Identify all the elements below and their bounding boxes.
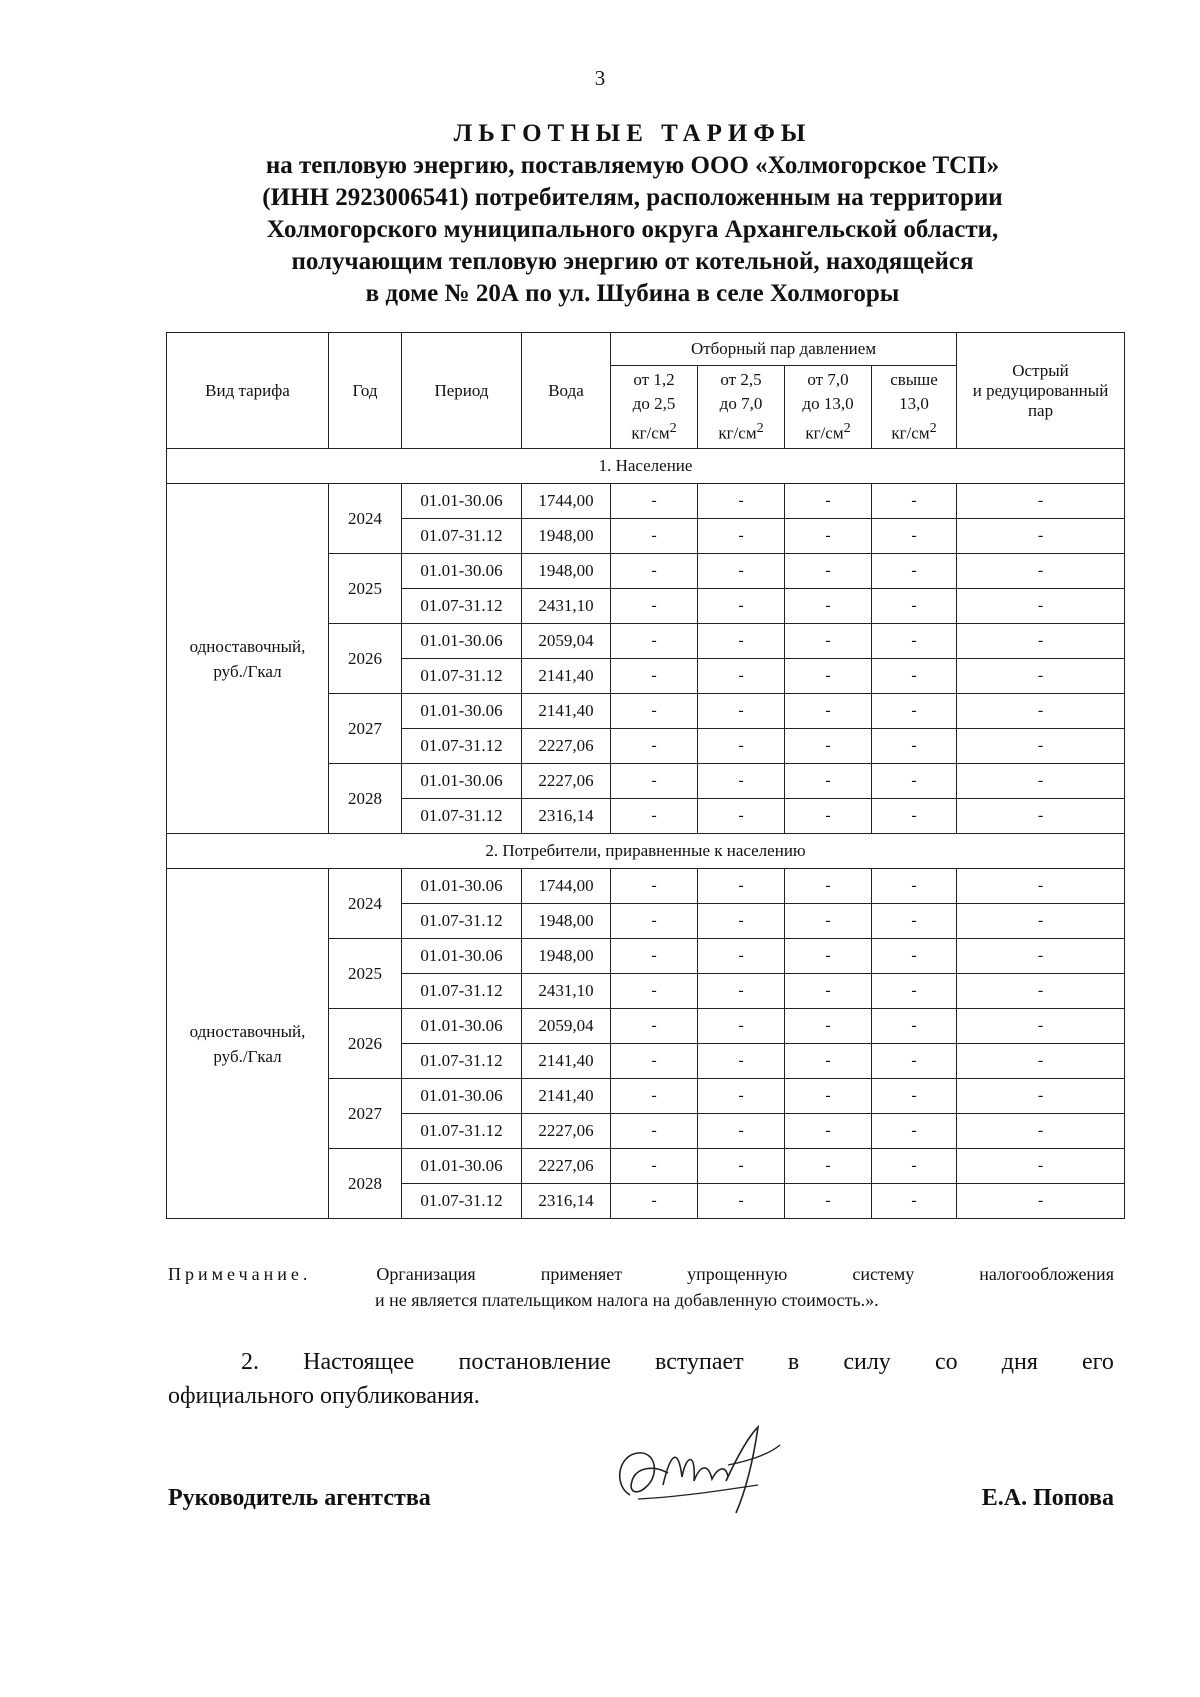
steam-value-cell: -: [957, 1079, 1125, 1114]
steam-value-cell: -: [872, 554, 957, 589]
steam-value-cell: -: [872, 624, 957, 659]
note-line: и не является плательщиком налога на добавленную стоимость.».: [375, 1290, 879, 1310]
table-row: [167, 869, 1125, 904]
steam-value-cell: -: [872, 939, 957, 974]
steam-value-cell: -: [698, 974, 785, 1009]
header-steam-line: свыше: [890, 370, 938, 390]
resolution-word: 2.: [241, 1349, 259, 1375]
year-cell: 2027: [329, 694, 402, 764]
header-steam-line: 13,0: [899, 394, 929, 414]
period-cell: 01.07-31.12: [402, 1114, 522, 1149]
steam-value-cell: -: [611, 484, 698, 519]
tariff-type-line: руб./Гкал: [213, 661, 282, 681]
unit-sup: 2: [669, 420, 677, 437]
steam-value-cell: -: [785, 659, 872, 694]
header-year: Год: [329, 333, 402, 449]
resolution-word: Настоящее: [303, 1349, 415, 1375]
steam-value-cell: -: [957, 974, 1125, 1009]
steam-value-cell: -: [957, 1009, 1125, 1044]
steam-value-cell: -: [611, 694, 698, 729]
steam-value-cell: -: [698, 799, 785, 834]
steam-value-cell: -: [698, 1044, 785, 1079]
header-steam-line: до 2,5: [632, 394, 676, 414]
steam-value-cell: -: [872, 589, 957, 624]
steam-value-cell: -: [957, 869, 1125, 904]
steam-value-cell: -: [957, 904, 1125, 939]
steam-value-cell: -: [785, 1114, 872, 1149]
header-steam-2: [698, 366, 785, 449]
water-value-cell: 2059,04: [522, 624, 611, 659]
steam-value-cell: -: [872, 519, 957, 554]
period-cell: 01.01-30.06: [402, 1009, 522, 1044]
steam-value-cell: -: [611, 1079, 698, 1114]
water-value-cell: 1744,00: [522, 869, 611, 904]
period-cell: 01.07-31.12: [402, 799, 522, 834]
header-tariff-type: Вид тарифа: [167, 333, 329, 449]
steam-value-cell: -: [698, 519, 785, 554]
year-cell: 2024: [329, 484, 402, 554]
steam-value-cell: -: [957, 939, 1125, 974]
steam-value-cell: -: [785, 799, 872, 834]
header-water: Вода: [522, 333, 611, 449]
section-title: 1. Население: [167, 449, 1125, 484]
steam-value-cell: -: [698, 1114, 785, 1149]
steam-value-cell: -: [785, 764, 872, 799]
steam-value-cell: -: [698, 1184, 785, 1219]
steam-value-cell: -: [872, 1114, 957, 1149]
period-cell: 01.01-30.06: [402, 939, 522, 974]
note-word: упрощенную: [687, 1264, 788, 1284]
steam-value-cell: -: [611, 624, 698, 659]
steam-value-cell: -: [872, 799, 957, 834]
steam-value-cell: -: [698, 939, 785, 974]
steam-value-cell: -: [698, 904, 785, 939]
water-value-cell: 2141,40: [522, 694, 611, 729]
water-value-cell: 1948,00: [522, 904, 611, 939]
year-cell: 2026: [329, 624, 402, 694]
steam-value-cell: -: [957, 729, 1125, 764]
steam-value-cell: -: [785, 694, 872, 729]
resolution-word: в: [787, 1349, 800, 1375]
header-sharp-steam-line: и редуцированный: [972, 380, 1109, 400]
steam-value-cell: -: [611, 904, 698, 939]
header-steam-unit: [698, 416, 784, 446]
period-cell: 01.07-31.12: [402, 729, 522, 764]
water-value-cell: 2141,40: [522, 659, 611, 694]
steam-value-cell: -: [785, 939, 872, 974]
resolution-word: со: [934, 1349, 958, 1375]
water-value-cell: 1948,00: [522, 554, 611, 589]
header-steam-unit: [785, 416, 871, 446]
steam-value-cell: -: [957, 694, 1125, 729]
period-cell: 01.01-30.06: [402, 554, 522, 589]
water-value-cell: 2059,04: [522, 1009, 611, 1044]
steam-value-cell: -: [872, 974, 957, 1009]
header-sharp-steam-line: пар: [1027, 400, 1054, 420]
header-steam-3: [785, 366, 872, 449]
steam-value-cell: -: [698, 589, 785, 624]
handwritten-signature: [608, 1415, 788, 1525]
section-title: 2. Потребители, приравненные к населению: [167, 834, 1125, 869]
steam-value-cell: -: [872, 1044, 957, 1079]
period-cell: 01.01-30.06: [402, 624, 522, 659]
water-value-cell: 1948,00: [522, 519, 611, 554]
steam-value-cell: -: [872, 1009, 957, 1044]
period-cell: 01.07-31.12: [402, 1184, 522, 1219]
steam-value-cell: -: [785, 1149, 872, 1184]
steam-value-cell: -: [698, 554, 785, 589]
steam-value-cell: -: [785, 1079, 872, 1114]
steam-value-cell: -: [611, 1149, 698, 1184]
steam-value-cell: -: [785, 589, 872, 624]
steam-value-cell: -: [611, 659, 698, 694]
note: [168, 1261, 1114, 1313]
steam-value-cell: -: [957, 554, 1125, 589]
steam-value-cell: -: [957, 799, 1125, 834]
note-word: систему: [852, 1264, 915, 1284]
year-cell: 2028: [329, 764, 402, 834]
water-value-cell: 2227,06: [522, 729, 611, 764]
steam-value-cell: -: [785, 484, 872, 519]
steam-value-cell: -: [611, 554, 698, 589]
period-cell: 01.01-30.06: [402, 764, 522, 799]
period-cell: 01.07-31.12: [402, 1044, 522, 1079]
steam-value-cell: -: [872, 764, 957, 799]
header-steam-4: [872, 366, 957, 449]
steam-value-cell: -: [698, 1149, 785, 1184]
steam-value-cell: -: [698, 1079, 785, 1114]
steam-value-cell: -: [611, 974, 698, 1009]
steam-value-cell: -: [785, 1044, 872, 1079]
unit-sup: 2: [756, 420, 764, 437]
year-cell: 2026: [329, 1009, 402, 1079]
year-cell: 2028: [329, 1149, 402, 1219]
resolution-word: силу: [843, 1349, 891, 1375]
year-cell: 2025: [329, 939, 402, 1009]
year-cell: 2027: [329, 1079, 402, 1149]
title-line: (ИНН 2923006541) потребителям, расположенным на территории: [262, 184, 1003, 211]
water-value-cell: 2141,40: [522, 1044, 611, 1079]
steam-value-cell: -: [872, 659, 957, 694]
document-title: [150, 118, 1115, 310]
title-line: получающим тепловую энергию от котельной, находящейся: [291, 248, 974, 275]
steam-value-cell: -: [872, 869, 957, 904]
steam-value-cell: -: [611, 1114, 698, 1149]
header-period: Период: [402, 333, 522, 449]
tariff-type-line: руб./Гкал: [213, 1046, 282, 1066]
unit-text: кг/см: [631, 423, 670, 443]
tariff-type-cell: [167, 484, 329, 834]
year-cell: 2024: [329, 869, 402, 939]
water-value-cell: 2316,14: [522, 1184, 611, 1219]
period-cell: 01.07-31.12: [402, 589, 522, 624]
note-label: Примечание.: [168, 1264, 312, 1284]
steam-value-cell: -: [957, 764, 1125, 799]
water-value-cell: 2431,10: [522, 589, 611, 624]
steam-value-cell: -: [611, 869, 698, 904]
steam-value-cell: -: [611, 1009, 698, 1044]
period-cell: 01.01-30.06: [402, 694, 522, 729]
period-cell: 01.01-30.06: [402, 484, 522, 519]
period-cell: 01.01-30.06: [402, 1149, 522, 1184]
steam-value-cell: -: [957, 1044, 1125, 1079]
steam-value-cell: -: [957, 624, 1125, 659]
header-sharp-steam-line: Острый: [1012, 360, 1069, 380]
water-value-cell: 2431,10: [522, 974, 611, 1009]
steam-value-cell: -: [785, 519, 872, 554]
header-sharp-steam: [957, 333, 1125, 449]
steam-value-cell: -: [785, 624, 872, 659]
water-value-cell: 1948,00: [522, 939, 611, 974]
title-line: на тепловую энергию, поставляемую ООО «Холмогорское ТСП»: [265, 152, 1000, 179]
resolution-paragraph: [168, 1345, 1114, 1413]
steam-value-cell: -: [872, 1149, 957, 1184]
steam-value-cell: -: [785, 1184, 872, 1219]
period-cell: 01.01-30.06: [402, 1079, 522, 1114]
header-steam-unit: [872, 416, 956, 446]
header-steam-line: от 1,2: [633, 370, 675, 390]
steam-value-cell: -: [785, 974, 872, 1009]
header-steam-line: до 13,0: [802, 394, 854, 414]
steam-value-cell: -: [785, 554, 872, 589]
unit-text: кг/см: [891, 423, 930, 443]
period-cell: 01.07-31.12: [402, 659, 522, 694]
water-value-cell: 2227,06: [522, 1149, 611, 1184]
unit-sup: 2: [929, 420, 937, 437]
header-steam-group: Отборный пар давлением: [611, 333, 957, 366]
note-word: Организация: [376, 1264, 476, 1284]
header-steam-line: до 7,0: [719, 394, 763, 414]
steam-value-cell: -: [957, 519, 1125, 554]
table-header: [167, 333, 1125, 449]
water-value-cell: 2316,14: [522, 799, 611, 834]
header-steam-unit: [611, 416, 697, 446]
note-line: [168, 1261, 1114, 1287]
header-steam-1: [611, 366, 698, 449]
unit-text: кг/см: [805, 423, 844, 443]
steam-value-cell: -: [957, 1149, 1125, 1184]
period-cell: 01.01-30.06: [402, 869, 522, 904]
steam-value-cell: -: [957, 589, 1125, 624]
steam-value-cell: -: [698, 659, 785, 694]
steam-value-cell: -: [872, 484, 957, 519]
title-main: ЛЬГОТНЫЕ ТАРИФЫ: [453, 120, 812, 147]
note-word: налогообложения: [979, 1264, 1114, 1284]
steam-value-cell: -: [611, 519, 698, 554]
steam-value-cell: -: [698, 764, 785, 799]
steam-value-cell: -: [957, 659, 1125, 694]
steam-value-cell: -: [872, 1184, 957, 1219]
signatory-role: Руководитель агентства: [168, 1485, 431, 1511]
tariff-type-line: одноставочный,: [189, 1021, 306, 1041]
steam-value-cell: -: [698, 694, 785, 729]
steam-value-cell: -: [957, 1114, 1125, 1149]
steam-value-cell: -: [872, 694, 957, 729]
steam-value-cell: -: [611, 589, 698, 624]
steam-value-cell: -: [785, 729, 872, 764]
steam-value-cell: -: [785, 904, 872, 939]
header-steam-line: от 2,5: [720, 370, 762, 390]
unit-text: кг/см: [718, 423, 757, 443]
page-number: 3: [594, 66, 606, 90]
steam-value-cell: -: [611, 764, 698, 799]
header-steam-line: от 7,0: [807, 370, 849, 390]
resolution-word: вступает: [655, 1349, 744, 1375]
steam-value-cell: -: [957, 1184, 1125, 1219]
tariff-type-line: одноставочный,: [189, 636, 306, 656]
steam-value-cell: -: [872, 1079, 957, 1114]
steam-value-cell: -: [698, 729, 785, 764]
steam-value-cell: -: [785, 1009, 872, 1044]
resolution-line: официального опубликования.: [168, 1383, 480, 1409]
steam-value-cell: -: [611, 729, 698, 764]
resolution-word: постановление: [458, 1349, 611, 1375]
resolution-word: его: [1082, 1349, 1114, 1375]
steam-value-cell: -: [611, 939, 698, 974]
unit-sup: 2: [843, 420, 851, 437]
steam-value-cell: -: [872, 729, 957, 764]
steam-value-cell: -: [611, 1044, 698, 1079]
year-cell: 2025: [329, 554, 402, 624]
section-row: [167, 449, 1125, 484]
steam-value-cell: -: [698, 624, 785, 659]
table-body: [167, 449, 1125, 1219]
water-value-cell: 2227,06: [522, 1114, 611, 1149]
steam-value-cell: -: [611, 799, 698, 834]
period-cell: 01.07-31.12: [402, 519, 522, 554]
period-cell: 01.07-31.12: [402, 974, 522, 1009]
title-line: в доме № 20А по ул. Шубина в селе Холмогоры: [365, 280, 900, 307]
tariff-table: [166, 332, 1125, 1219]
steam-value-cell: -: [698, 1009, 785, 1044]
period-cell: 01.07-31.12: [402, 904, 522, 939]
resolution-line: [168, 1345, 1114, 1379]
steam-value-cell: -: [872, 904, 957, 939]
table-row: [167, 484, 1125, 519]
water-value-cell: 2227,06: [522, 764, 611, 799]
steam-value-cell: -: [957, 484, 1125, 519]
steam-value-cell: -: [611, 1184, 698, 1219]
water-value-cell: 2141,40: [522, 1079, 611, 1114]
title-line: Холмогорского муниципального округа Архангельской области,: [266, 216, 999, 243]
steam-value-cell: -: [785, 869, 872, 904]
signature-block: [168, 1415, 1114, 1535]
tariff-type-cell: [167, 869, 329, 1219]
steam-value-cell: -: [698, 869, 785, 904]
water-value-cell: 1744,00: [522, 484, 611, 519]
resolution-word: дня: [1001, 1349, 1038, 1375]
section-row: [167, 834, 1125, 869]
signatory-name: Е.А. Попова: [981, 1485, 1114, 1511]
note-word: применяет: [540, 1264, 623, 1284]
steam-value-cell: -: [698, 484, 785, 519]
